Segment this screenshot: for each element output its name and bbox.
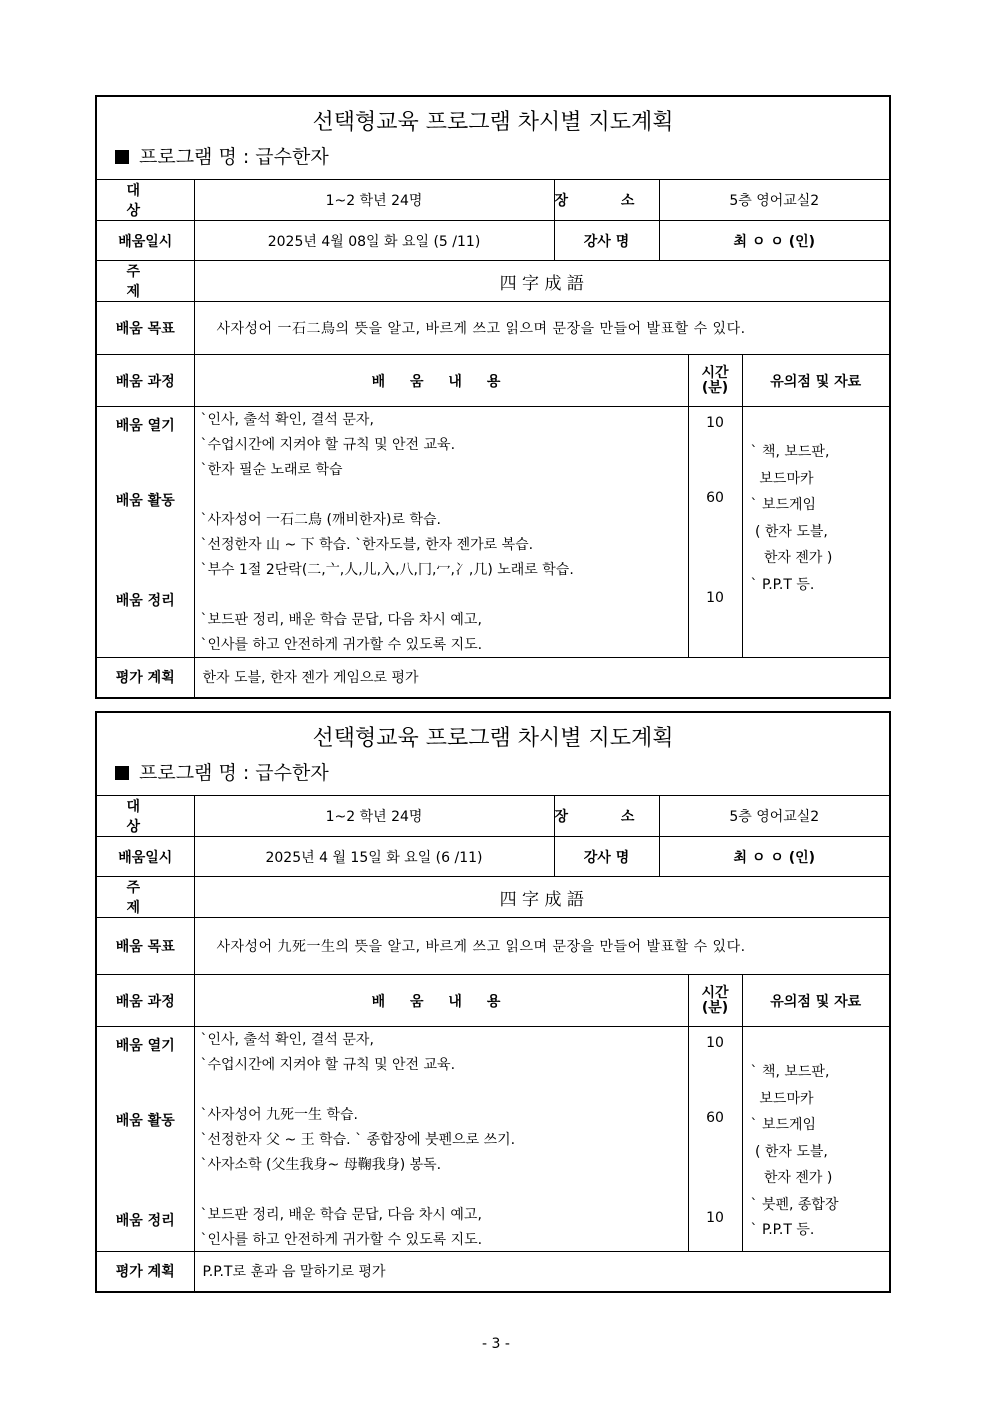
document-title: 선택형교육 프로그램 차시별 지도계획 (312, 110, 674, 135)
date-label: 배움일시 (97, 221, 194, 261)
lesson-plan-1 (95, 95, 891, 699)
note-line: ` 보드게임 (750, 497, 817, 513)
target-value: 1~2 학년 24명 (194, 180, 554, 221)
page-number: - 3 - (482, 1336, 510, 1352)
notes-column (742, 1027, 889, 1252)
content-line: `사자소학 (父生我身~ 母鞠我身) 봉독. (200, 1157, 442, 1173)
note-line: 보드마카 (750, 471, 814, 487)
plan-header (97, 713, 889, 796)
content-line: `수업시간에 지켜야 할 규칙 및 안전 교육. (200, 437, 456, 453)
target-label: 대 상 (97, 796, 194, 837)
content-line: `인사를 하고 안전하게 귀가할 수 있도록 지도. (200, 637, 483, 653)
program-name (97, 755, 889, 795)
content-line: `인사, 출석 확인, 결석 문자, (200, 412, 374, 428)
note-line: ` 보드게임 (750, 1117, 817, 1133)
teacher-label: 강사 명 (554, 837, 659, 877)
content-line: `보드판 정리, 배운 학습 문답, 다음 차시 예고, (200, 612, 482, 628)
time-column (688, 1027, 742, 1252)
content-line: `보드판 정리, 배운 학습 문답, 다음 차시 예고, (200, 1207, 482, 1223)
time-activity: 60 (706, 1110, 724, 1126)
note-line: 한자 젠가 ) (750, 1170, 833, 1186)
note-line: ` 붓펜, 종합장 (750, 1197, 839, 1213)
stage-column (97, 1027, 194, 1252)
content-line: `인사를 하고 안전하게 귀가할 수 있도록 지도. (200, 1232, 483, 1248)
time-closing: 10 (706, 590, 724, 606)
plan-header (97, 97, 889, 180)
content-column (194, 407, 688, 658)
note-line: 한자 젠가 ) (750, 550, 833, 566)
place-label: 장 소 (554, 796, 659, 837)
notes-header: 유의점 및 자료 (742, 975, 889, 1027)
stage-closing: 배움 정리 (115, 1213, 175, 1229)
program-name-text: 프로그램 명 : 급수한자 (139, 762, 329, 784)
time-opening: 10 (706, 1035, 724, 1051)
goal-label: 배움 목표 (97, 302, 194, 355)
notes-column (742, 407, 889, 658)
topic-label: 주 제 (97, 877, 194, 918)
note-line: ( 한자 도블, (750, 1144, 828, 1160)
content-line: `사자성어 九死一生 학습. (200, 1107, 358, 1123)
note-line: ` P.P.T 등. (750, 1222, 815, 1238)
program-name (97, 139, 889, 179)
note-line: ` P.P.T 등. (750, 577, 815, 593)
place-label: 장 소 (554, 180, 659, 221)
target-value: 1~2 학년 24명 (194, 796, 554, 837)
note-line: 보드마카 (750, 1091, 814, 1107)
time-header: 시간 (분) (688, 975, 742, 1027)
time-opening: 10 (706, 415, 724, 431)
content-line: `선정한자 父 ~ 王 학습. ` 종합장에 붓펜으로 쓰기. (200, 1132, 516, 1148)
note-line: ( 한자 도블, (750, 524, 828, 540)
goal-value: 사자성어 一石二鳥의 뜻을 알고, 바르게 쓰고 읽으며 문장을 만들어 발표할 수 있다. (194, 302, 889, 355)
eval-value: P.P.T로 훈과 음 말하기로 평가 (194, 1252, 889, 1291)
lesson-plan-2 (95, 711, 891, 1293)
time-column (688, 407, 742, 658)
time-activity: 60 (706, 490, 724, 506)
teacher-value: 최 ㅇ ㅇ (인) (659, 221, 889, 261)
plan-table (97, 180, 889, 697)
goal-value: 사자성어 九死一生의 뜻을 알고, 바르게 쓰고 읽으며 문장을 만들어 발표할 수 있다. (194, 918, 889, 975)
notes-header: 유의점 및 자료 (742, 355, 889, 407)
topic-label: 주 제 (97, 261, 194, 302)
content-line: `한자 필순 노래로 학습 (200, 462, 343, 478)
stage-column (97, 407, 194, 658)
content-line: `부수 1절 2단락(二,亠,人,儿,入,八,冂,冖,冫,几) 노래로 학습. (200, 562, 574, 578)
goal-label: 배움 목표 (97, 918, 194, 975)
content-header: 배 움 내 용 (194, 355, 688, 407)
content-line: `인사, 출석 확인, 결석 문자, (200, 1032, 374, 1048)
black-square-icon (115, 150, 129, 164)
time-header: 시간 (분) (688, 355, 742, 407)
topic-value: 四 字 成 語 (194, 877, 889, 918)
content-line: `선정한자 山 ~ 下 학습. `한자도블, 한자 젠가로 복습. (200, 537, 534, 553)
program-name-text: 프로그램 명 : 급수한자 (139, 146, 329, 168)
content-line: `수업시간에 지켜야 할 규칙 및 안전 교육. (200, 1057, 456, 1073)
content-header: 배 움 내 용 (194, 975, 688, 1027)
place-value: 5층 영어교실2 (659, 796, 889, 837)
place-value: 5층 영어교실2 (659, 180, 889, 221)
content-column (194, 1027, 688, 1252)
date-value: 2025년 4 월 15일 화 요일 (6 /11) (194, 837, 554, 877)
date-label: 배움일시 (97, 837, 194, 877)
target-label: 대 상 (97, 180, 194, 221)
teacher-value: 최 ㅇ ㅇ (인) (659, 837, 889, 877)
time-closing: 10 (706, 1210, 724, 1226)
stage-opening: 배움 열기 (115, 418, 175, 434)
topic-value: 四 字 成 語 (194, 261, 889, 302)
stage-closing: 배움 정리 (115, 593, 175, 609)
eval-value: 한자 도블, 한자 젠가 게임으로 평가 (194, 658, 889, 697)
stage-activity: 배움 활동 (115, 493, 175, 509)
eval-label: 평가 계획 (97, 658, 194, 697)
plan-table (97, 796, 889, 1291)
document-title: 선택형교육 프로그램 차시별 지도계획 (312, 726, 674, 751)
process-header: 배움 과정 (97, 975, 194, 1027)
stage-activity: 배움 활동 (115, 1113, 175, 1129)
content-line: `사자성어 一石二鳥 (깨비한자)로 학습. (200, 512, 441, 528)
eval-label: 평가 계획 (97, 1252, 194, 1291)
note-line: ` 책, 보드판, (750, 1064, 830, 1080)
process-header: 배움 과정 (97, 355, 194, 407)
teacher-label: 강사 명 (554, 221, 659, 261)
stage-opening: 배움 열기 (115, 1038, 175, 1054)
black-square-icon (115, 766, 129, 780)
note-line: ` 책, 보드판, (750, 444, 830, 460)
date-value: 2025년 4월 08일 화 요일 (5 /11) (194, 221, 554, 261)
